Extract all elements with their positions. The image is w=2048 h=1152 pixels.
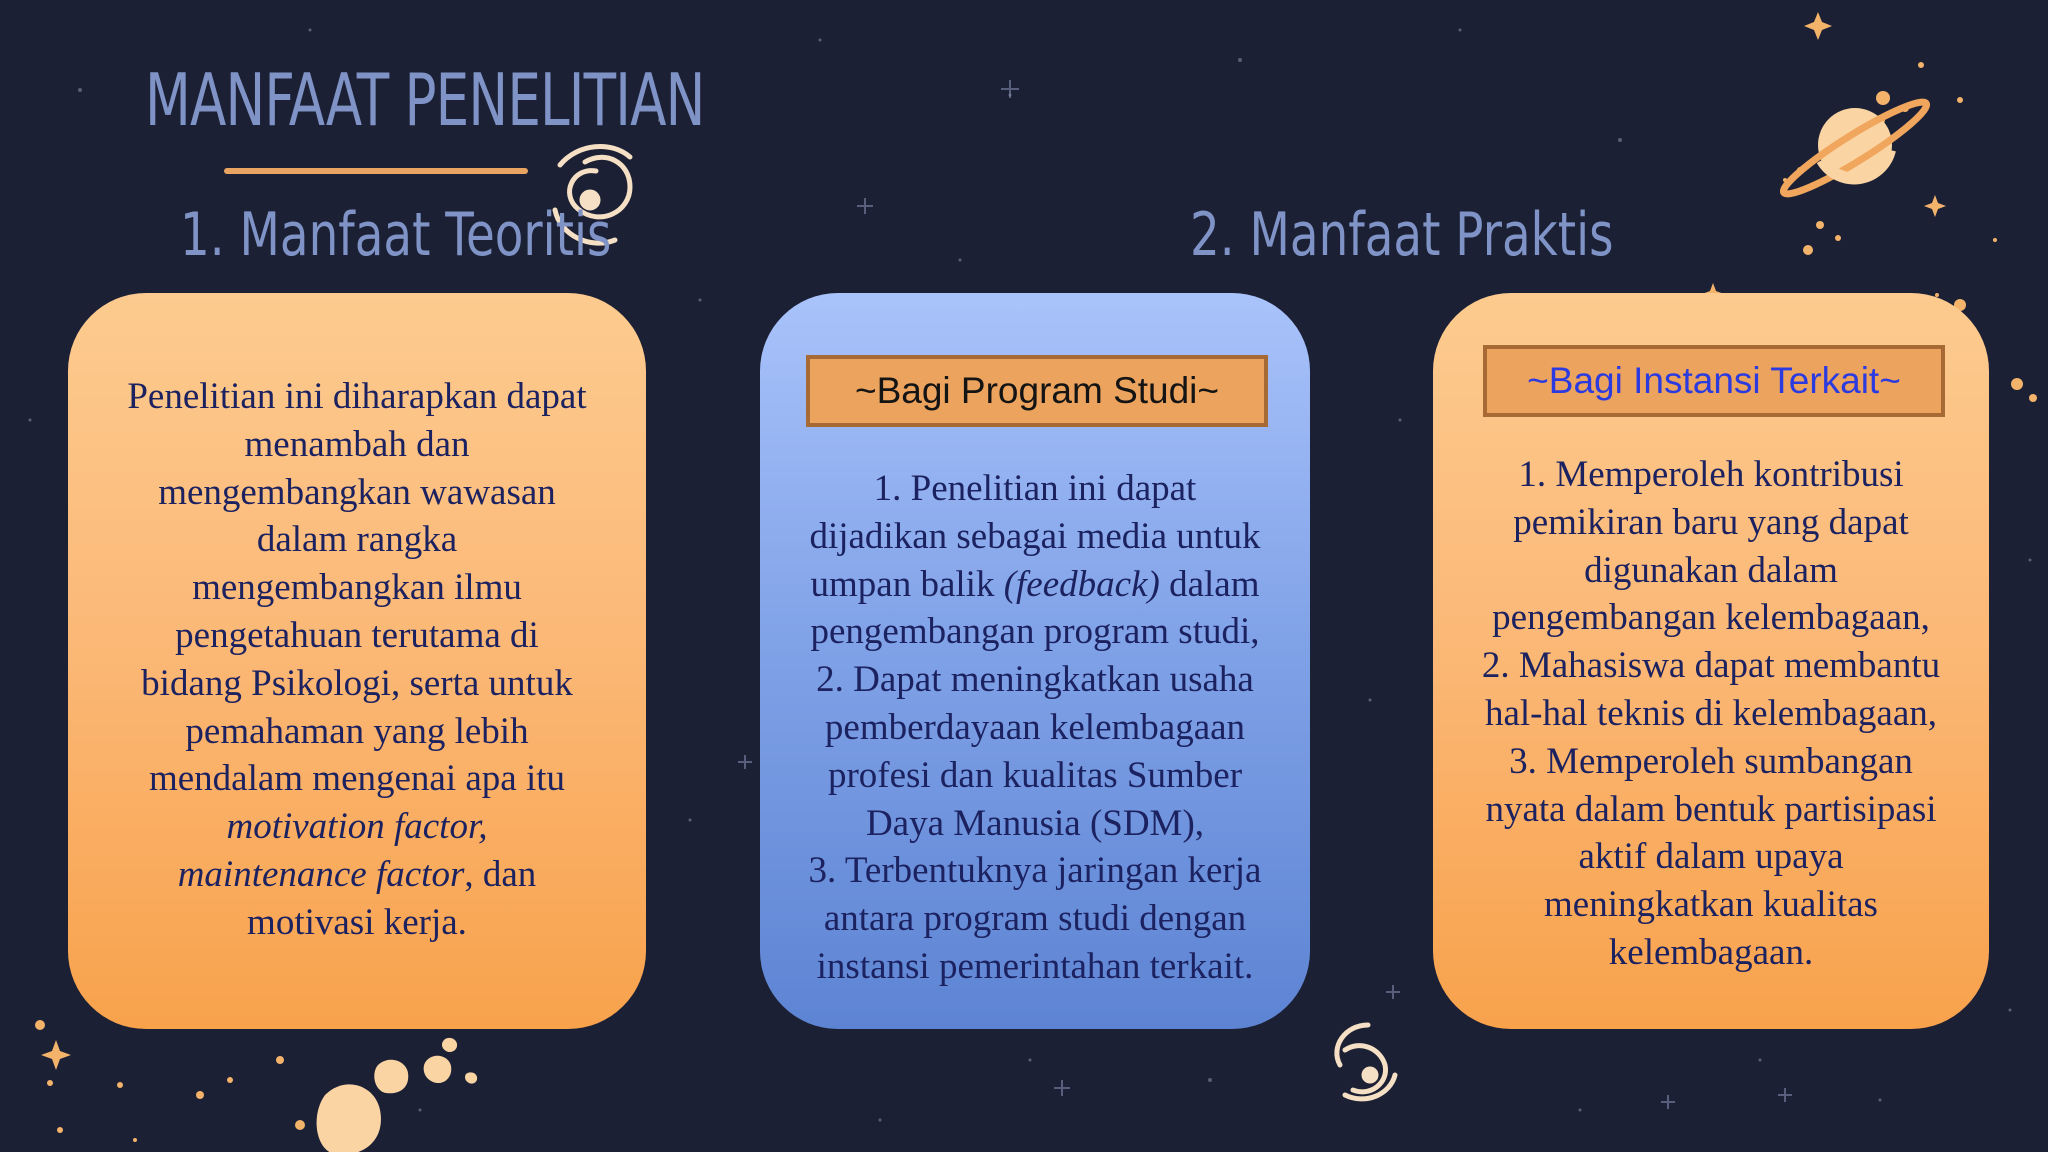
title-underline [224, 168, 528, 174]
theoretical-text: Penelitian ini diharapkan dapat menambah dan mengembangkan wawasan dalam rangka mengembangkan ilmu pengetahuan terutama di bidang Psikologi, serta untuk pemahaman yang lebih mendalam mengenai apa itu motivation factor, maintenance factor, dan motivasi kerja. [127, 376, 587, 943]
instansi-card [1433, 293, 1989, 1029]
program-studi-text: 1. Penelitian ini dapat dijadikan sebagai media untuk umpan balik (feedback) dalam pengembangan program studi, 2. Dapat meningkatkan usaha pemberdayaan kelembagaan profesi dan kualitas Sumber Daya Manusia (SDM), 3. Terbentuknya jaringan kerja antara program studi dengan instansi pemerintahan terkait. [808, 468, 1262, 987]
instansi-label: ~Bagi Instansi Terkait~ [1483, 345, 1945, 417]
instansi-text: 1. Memperoleh kontribusi pemikiran baru yang dapat digunakan dalam pengembangan kelembagaan, 2. Mahasiswa dapat membantu hal-hal teknis di kelembagaan, 3. Memperoleh sumbangan nyata dalam bentuk partisipasi aktif dalam upaya meningkatkan kualitas kelembagaan. [1481, 454, 1941, 973]
planet-icon [1777, 92, 1933, 203]
program-studi-card [760, 293, 1310, 1029]
program-studi-label: ~Bagi Program Studi~ [806, 355, 1268, 427]
galaxy-icon [1337, 1025, 1395, 1099]
practical-heading: 2. Manfaat Praktis [1190, 200, 1614, 270]
asteroid-icon [317, 1038, 478, 1152]
theoretical-heading: 1. Manfaat Teoritis [180, 200, 612, 270]
page-title: MANFAAT PENELITIAN [145, 58, 705, 142]
theoretical-card [68, 293, 646, 1029]
